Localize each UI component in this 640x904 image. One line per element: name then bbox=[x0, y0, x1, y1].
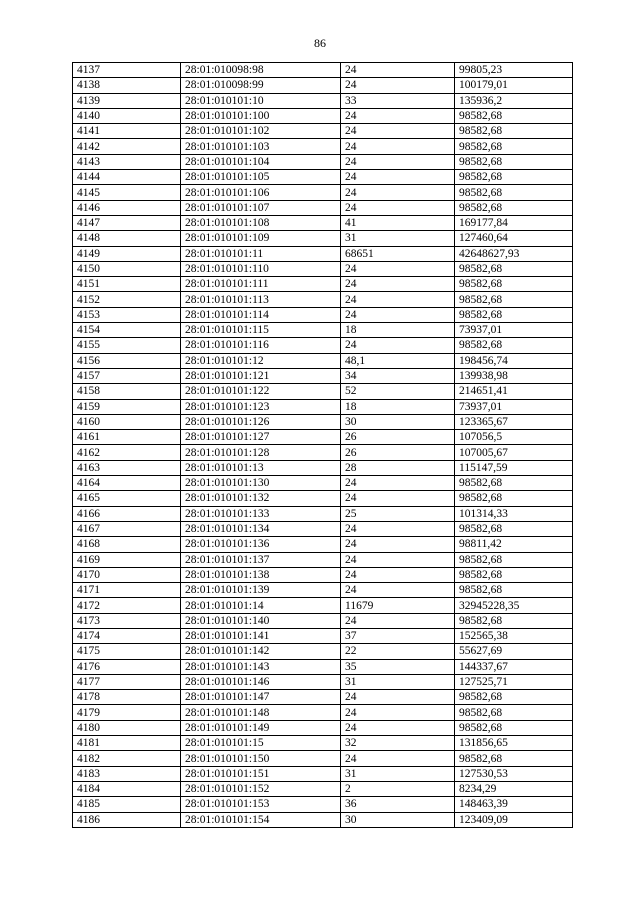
row-number-cell: 4144 bbox=[73, 170, 181, 185]
area-cell: 18 bbox=[341, 323, 455, 338]
cadastral-value-cell: 127525,71 bbox=[455, 674, 573, 689]
row-number-cell: 4165 bbox=[73, 491, 181, 506]
row-number-cell: 4158 bbox=[73, 384, 181, 399]
area-cell: 24 bbox=[341, 261, 455, 276]
cadastral-value-cell: 98582,68 bbox=[455, 139, 573, 154]
cadastral-number-cell: 28:01:010101:138 bbox=[181, 567, 341, 582]
cadastral-value-cell: 135936,2 bbox=[455, 93, 573, 108]
table-row bbox=[73, 491, 573, 506]
row-number-cell: 4175 bbox=[73, 644, 181, 659]
cadastral-number-cell: 28:01:010101:143 bbox=[181, 659, 341, 674]
cadastral-value-cell: 98811,42 bbox=[455, 537, 573, 552]
cadastral-value-cell: 101314,33 bbox=[455, 506, 573, 521]
cadastral-number-cell: 28:01:010101:127 bbox=[181, 430, 341, 445]
cadastral-number-cell: 28:01:010101:141 bbox=[181, 628, 341, 643]
area-cell: 24 bbox=[341, 185, 455, 200]
area-cell: 24 bbox=[341, 139, 455, 154]
table-row bbox=[73, 277, 573, 292]
cadastral-number-cell: 28:01:010101:13 bbox=[181, 460, 341, 475]
cadastral-value-cell: 98582,68 bbox=[455, 613, 573, 628]
cadastral-value-cell: 115147,59 bbox=[455, 460, 573, 475]
table-row bbox=[73, 292, 573, 307]
cadastral-number-cell: 28:01:010101:151 bbox=[181, 766, 341, 781]
cadastral-value-cell: 73937,01 bbox=[455, 323, 573, 338]
area-cell: 24 bbox=[341, 108, 455, 123]
row-number-cell: 4169 bbox=[73, 552, 181, 567]
row-number-cell: 4173 bbox=[73, 613, 181, 628]
cadastral-value-cell: 98582,68 bbox=[455, 170, 573, 185]
table-row bbox=[73, 460, 573, 475]
cadastral-value-cell: 98582,68 bbox=[455, 124, 573, 139]
table-row bbox=[73, 736, 573, 751]
table-row bbox=[73, 583, 573, 598]
table-row bbox=[73, 353, 573, 368]
area-cell: 24 bbox=[341, 277, 455, 292]
table-row bbox=[73, 690, 573, 705]
cadastral-number-cell: 28:01:010101:130 bbox=[181, 476, 341, 491]
cadastral-number-cell: 28:01:010101:148 bbox=[181, 705, 341, 720]
cadastral-value-cell: 198456,74 bbox=[455, 353, 573, 368]
area-cell: 11679 bbox=[341, 598, 455, 613]
area-cell: 31 bbox=[341, 231, 455, 246]
cadastral-number-cell: 28:01:010101:107 bbox=[181, 200, 341, 215]
cadastral-value-cell: 98582,68 bbox=[455, 751, 573, 766]
row-number-cell: 4183 bbox=[73, 766, 181, 781]
table-row bbox=[73, 797, 573, 812]
cadastral-number-cell: 28:01:010101:128 bbox=[181, 445, 341, 460]
row-number-cell: 4142 bbox=[73, 139, 181, 154]
cadastral-number-cell: 28:01:010098:99 bbox=[181, 78, 341, 93]
cadastral-number-cell: 28:01:010101:100 bbox=[181, 108, 341, 123]
area-cell: 41 bbox=[341, 215, 455, 230]
cadastral-number-cell: 28:01:010101:139 bbox=[181, 583, 341, 598]
area-cell: 24 bbox=[341, 705, 455, 720]
cadastral-number-cell: 28:01:010101:132 bbox=[181, 491, 341, 506]
cadastral-number-cell: 28:01:010101:122 bbox=[181, 384, 341, 399]
cadastral-value-cell: 107056,5 bbox=[455, 430, 573, 445]
cadastral-number-cell: 28:01:010101:14 bbox=[181, 598, 341, 613]
cadastral-number-cell: 28:01:010101:109 bbox=[181, 231, 341, 246]
area-cell: 25 bbox=[341, 506, 455, 521]
table-row bbox=[73, 521, 573, 536]
cadastral-number-cell: 28:01:010101:10 bbox=[181, 93, 341, 108]
area-cell: 68651 bbox=[341, 246, 455, 261]
table-row bbox=[73, 185, 573, 200]
table-row bbox=[73, 644, 573, 659]
cadastral-value-cell: 169177,84 bbox=[455, 215, 573, 230]
cadastral-value-cell: 127460,64 bbox=[455, 231, 573, 246]
row-number-cell: 4148 bbox=[73, 231, 181, 246]
area-cell: 35 bbox=[341, 659, 455, 674]
cadastral-number-cell: 28:01:010101:104 bbox=[181, 154, 341, 169]
row-number-cell: 4181 bbox=[73, 736, 181, 751]
table-row bbox=[73, 445, 573, 460]
cadastral-number-cell: 28:01:010101:105 bbox=[181, 170, 341, 185]
area-cell: 24 bbox=[341, 521, 455, 536]
area-cell: 24 bbox=[341, 690, 455, 705]
cadastral-number-cell: 28:01:010101:115 bbox=[181, 323, 341, 338]
cadastral-number-cell: 28:01:010101:12 bbox=[181, 353, 341, 368]
area-cell: 32 bbox=[341, 736, 455, 751]
cadastral-value-cell: 127530,53 bbox=[455, 766, 573, 781]
table-row bbox=[73, 537, 573, 552]
table-row bbox=[73, 705, 573, 720]
table-row bbox=[73, 598, 573, 613]
row-number-cell: 4147 bbox=[73, 215, 181, 230]
area-cell: 31 bbox=[341, 766, 455, 781]
cadastral-value-cell: 98582,68 bbox=[455, 108, 573, 123]
cadastral-value-cell: 98582,68 bbox=[455, 567, 573, 582]
table-row bbox=[73, 139, 573, 154]
cadastral-value-cell: 98582,68 bbox=[455, 521, 573, 536]
row-number-cell: 4146 bbox=[73, 200, 181, 215]
row-number-cell: 4150 bbox=[73, 261, 181, 276]
cadastral-number-cell: 28:01:010098:98 bbox=[181, 63, 341, 78]
row-number-cell: 4182 bbox=[73, 751, 181, 766]
table-row bbox=[73, 108, 573, 123]
table-row bbox=[73, 384, 573, 399]
row-number-cell: 4153 bbox=[73, 307, 181, 322]
row-number-cell: 4154 bbox=[73, 323, 181, 338]
cadastral-number-cell: 28:01:010101:102 bbox=[181, 124, 341, 139]
row-number-cell: 4151 bbox=[73, 277, 181, 292]
cadastral-value-cell: 99805,23 bbox=[455, 63, 573, 78]
area-cell: 52 bbox=[341, 384, 455, 399]
cadastral-number-cell: 28:01:010101:140 bbox=[181, 613, 341, 628]
area-cell: 24 bbox=[341, 292, 455, 307]
cadastral-number-cell: 28:01:010101:146 bbox=[181, 674, 341, 689]
area-cell: 24 bbox=[341, 78, 455, 93]
area-cell: 31 bbox=[341, 674, 455, 689]
cadastral-number-cell: 28:01:010101:126 bbox=[181, 414, 341, 429]
table-row bbox=[73, 368, 573, 383]
cadastral-number-cell: 28:01:010101:11 bbox=[181, 246, 341, 261]
area-cell: 24 bbox=[341, 338, 455, 353]
area-cell: 24 bbox=[341, 583, 455, 598]
row-number-cell: 4171 bbox=[73, 583, 181, 598]
row-number-cell: 4186 bbox=[73, 812, 181, 827]
area-cell: 24 bbox=[341, 552, 455, 567]
cadastral-value-cell: 98582,68 bbox=[455, 705, 573, 720]
table-row bbox=[73, 170, 573, 185]
cadastral-number-cell: 28:01:010101:150 bbox=[181, 751, 341, 766]
table-row bbox=[73, 628, 573, 643]
table-row bbox=[73, 552, 573, 567]
area-cell: 2 bbox=[341, 781, 455, 796]
area-cell: 30 bbox=[341, 414, 455, 429]
cadastral-value-cell: 98582,68 bbox=[455, 200, 573, 215]
row-number-cell: 4141 bbox=[73, 124, 181, 139]
table-row bbox=[73, 261, 573, 276]
cadastral-value-cell: 98582,68 bbox=[455, 338, 573, 353]
row-number-cell: 4176 bbox=[73, 659, 181, 674]
area-cell: 22 bbox=[341, 644, 455, 659]
table-row bbox=[73, 124, 573, 139]
cadastral-value-cell: 107005,67 bbox=[455, 445, 573, 460]
cadastral-number-cell: 28:01:010101:114 bbox=[181, 307, 341, 322]
cadastral-value-cell: 100179,01 bbox=[455, 78, 573, 93]
table-row bbox=[73, 613, 573, 628]
cadastral-value-cell: 98582,68 bbox=[455, 261, 573, 276]
cadastral-number-cell: 28:01:010101:110 bbox=[181, 261, 341, 276]
row-number-cell: 4156 bbox=[73, 353, 181, 368]
row-number-cell: 4166 bbox=[73, 506, 181, 521]
cadastral-value-cell: 152565,38 bbox=[455, 628, 573, 643]
row-number-cell: 4155 bbox=[73, 338, 181, 353]
cadastral-number-cell: 28:01:010101:116 bbox=[181, 338, 341, 353]
row-number-cell: 4180 bbox=[73, 720, 181, 735]
cadastral-value-cell: 98582,68 bbox=[455, 583, 573, 598]
row-number-cell: 4170 bbox=[73, 567, 181, 582]
area-cell: 37 bbox=[341, 628, 455, 643]
row-number-cell: 4160 bbox=[73, 414, 181, 429]
cadastral-value-cell: 98582,68 bbox=[455, 690, 573, 705]
cadastral-value-cell: 98582,68 bbox=[455, 720, 573, 735]
cadastral-value-cell: 73937,01 bbox=[455, 399, 573, 414]
table-row bbox=[73, 430, 573, 445]
area-cell: 36 bbox=[341, 797, 455, 812]
cadastral-number-cell: 28:01:010101:137 bbox=[181, 552, 341, 567]
table-row bbox=[73, 812, 573, 827]
cadastral-number-cell: 28:01:010101:113 bbox=[181, 292, 341, 307]
row-number-cell: 4159 bbox=[73, 399, 181, 414]
row-number-cell: 4143 bbox=[73, 154, 181, 169]
cadastral-value-cell: 98582,68 bbox=[455, 307, 573, 322]
area-cell: 24 bbox=[341, 537, 455, 552]
cadastral-value-cell: 139938,98 bbox=[455, 368, 573, 383]
cadastral-value-cell: 8234,29 bbox=[455, 781, 573, 796]
table-row bbox=[73, 751, 573, 766]
area-cell: 24 bbox=[341, 613, 455, 628]
area-cell: 26 bbox=[341, 445, 455, 460]
cadastral-value-cell: 42648627,93 bbox=[455, 246, 573, 261]
table-row bbox=[73, 231, 573, 246]
row-number-cell: 4149 bbox=[73, 246, 181, 261]
cadastral-value-cell: 55627,69 bbox=[455, 644, 573, 659]
table-row bbox=[73, 338, 573, 353]
table-row bbox=[73, 200, 573, 215]
table-row bbox=[73, 78, 573, 93]
area-cell: 24 bbox=[341, 567, 455, 582]
area-cell: 33 bbox=[341, 93, 455, 108]
row-number-cell: 4174 bbox=[73, 628, 181, 643]
row-number-cell: 4178 bbox=[73, 690, 181, 705]
table-row bbox=[73, 506, 573, 521]
row-number-cell: 4161 bbox=[73, 430, 181, 445]
row-number-cell: 4138 bbox=[73, 78, 181, 93]
row-number-cell: 4177 bbox=[73, 674, 181, 689]
area-cell: 24 bbox=[341, 751, 455, 766]
area-cell: 24 bbox=[341, 154, 455, 169]
cadastral-value-cell: 32945228,35 bbox=[455, 598, 573, 613]
area-cell: 18 bbox=[341, 399, 455, 414]
row-number-cell: 4167 bbox=[73, 521, 181, 536]
table-row bbox=[73, 414, 573, 429]
area-cell: 30 bbox=[341, 812, 455, 827]
cadastral-value-cell: 98582,68 bbox=[455, 185, 573, 200]
cadastral-number-cell: 28:01:010101:149 bbox=[181, 720, 341, 735]
row-number-cell: 4152 bbox=[73, 292, 181, 307]
cadastral-number-cell: 28:01:010101:103 bbox=[181, 139, 341, 154]
row-number-cell: 4140 bbox=[73, 108, 181, 123]
cadastral-value-cell: 98582,68 bbox=[455, 476, 573, 491]
area-cell: 26 bbox=[341, 430, 455, 445]
table-row bbox=[73, 246, 573, 261]
table-row bbox=[73, 399, 573, 414]
row-number-cell: 4137 bbox=[73, 63, 181, 78]
row-number-cell: 4184 bbox=[73, 781, 181, 796]
row-number-cell: 4163 bbox=[73, 460, 181, 475]
table-row bbox=[73, 93, 573, 108]
table-row bbox=[73, 215, 573, 230]
cadastral-number-cell: 28:01:010101:134 bbox=[181, 521, 341, 536]
cadastral-number-cell: 28:01:010101:111 bbox=[181, 277, 341, 292]
cadastral-value-cell: 98582,68 bbox=[455, 154, 573, 169]
cadastral-number-cell: 28:01:010101:147 bbox=[181, 690, 341, 705]
cadastral-number-cell: 28:01:010101:142 bbox=[181, 644, 341, 659]
cadastral-value-cell: 98582,68 bbox=[455, 292, 573, 307]
area-cell: 24 bbox=[341, 63, 455, 78]
cadastral-value-cell: 123409,09 bbox=[455, 812, 573, 827]
table-row bbox=[73, 766, 573, 781]
area-cell: 28 bbox=[341, 460, 455, 475]
cadastral-value-cell: 98582,68 bbox=[455, 552, 573, 567]
table-row bbox=[73, 674, 573, 689]
row-number-cell: 4157 bbox=[73, 368, 181, 383]
cadastral-number-cell: 28:01:010101:154 bbox=[181, 812, 341, 827]
cadastral-number-cell: 28:01:010101:152 bbox=[181, 781, 341, 796]
cadastral-value-cell: 131856,65 bbox=[455, 736, 573, 751]
area-cell: 24 bbox=[341, 200, 455, 215]
row-number-cell: 4164 bbox=[73, 476, 181, 491]
area-cell: 24 bbox=[341, 720, 455, 735]
cadastral-number-cell: 28:01:010101:15 bbox=[181, 736, 341, 751]
cadastral-number-cell: 28:01:010101:123 bbox=[181, 399, 341, 414]
cadastral-value-cell: 144337,67 bbox=[455, 659, 573, 674]
table-row bbox=[73, 567, 573, 582]
table-row bbox=[73, 307, 573, 322]
registry-table bbox=[72, 62, 573, 828]
area-cell: 24 bbox=[341, 170, 455, 185]
cadastral-value-cell: 98582,68 bbox=[455, 491, 573, 506]
table-row bbox=[73, 720, 573, 735]
cadastral-value-cell: 98582,68 bbox=[455, 277, 573, 292]
cadastral-number-cell: 28:01:010101:153 bbox=[181, 797, 341, 812]
row-number-cell: 4145 bbox=[73, 185, 181, 200]
row-number-cell: 4185 bbox=[73, 797, 181, 812]
cadastral-value-cell: 148463,39 bbox=[455, 797, 573, 812]
row-number-cell: 4162 bbox=[73, 445, 181, 460]
table-row bbox=[73, 63, 573, 78]
area-cell: 24 bbox=[341, 491, 455, 506]
cadastral-value-cell: 123365,67 bbox=[455, 414, 573, 429]
page-number: 86 bbox=[314, 36, 326, 50]
table-row bbox=[73, 659, 573, 674]
row-number-cell: 4168 bbox=[73, 537, 181, 552]
area-cell: 24 bbox=[341, 124, 455, 139]
cadastral-number-cell: 28:01:010101:108 bbox=[181, 215, 341, 230]
table-row bbox=[73, 323, 573, 338]
area-cell: 24 bbox=[341, 307, 455, 322]
row-number-cell: 4179 bbox=[73, 705, 181, 720]
registry-table-body bbox=[73, 63, 573, 828]
cadastral-number-cell: 28:01:010101:121 bbox=[181, 368, 341, 383]
cadastral-number-cell: 28:01:010101:133 bbox=[181, 506, 341, 521]
row-number-cell: 4172 bbox=[73, 598, 181, 613]
area-cell: 24 bbox=[341, 476, 455, 491]
row-number-cell: 4139 bbox=[73, 93, 181, 108]
cadastral-number-cell: 28:01:010101:106 bbox=[181, 185, 341, 200]
cadastral-number-cell: 28:01:010101:136 bbox=[181, 537, 341, 552]
area-cell: 34 bbox=[341, 368, 455, 383]
table-row bbox=[73, 476, 573, 491]
table-row bbox=[73, 781, 573, 796]
cadastral-value-cell: 214651,41 bbox=[455, 384, 573, 399]
table-row bbox=[73, 154, 573, 169]
area-cell: 48,1 bbox=[341, 353, 455, 368]
